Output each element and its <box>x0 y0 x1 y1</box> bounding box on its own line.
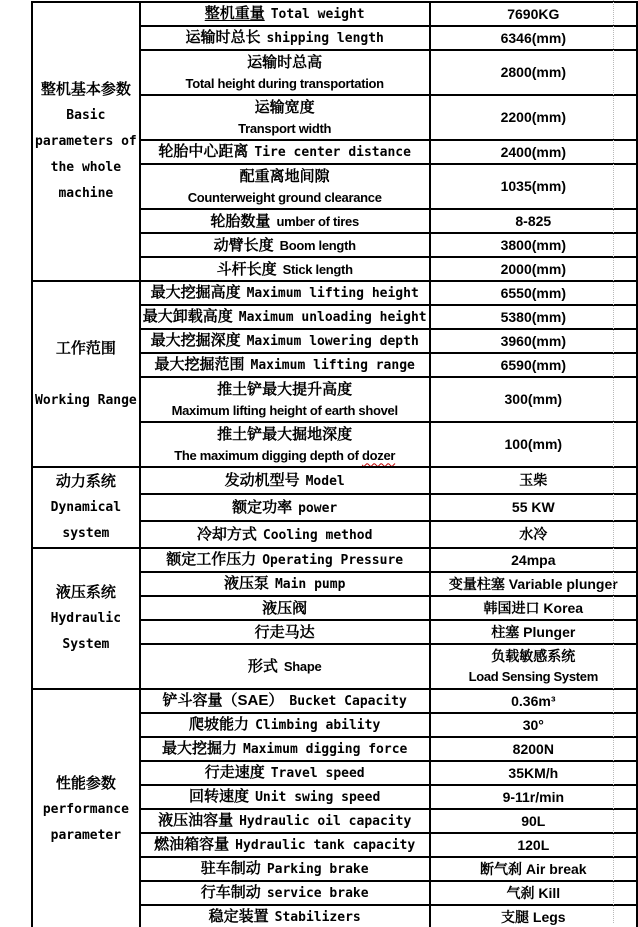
param-label-zh: 行车制动 <box>200 884 261 901</box>
param-label <box>143 906 427 927</box>
value-cell <box>430 833 637 857</box>
value-cell <box>430 596 637 620</box>
param-label <box>143 738 427 760</box>
category-label-en: Hydraulic <box>50 611 122 626</box>
param-label-zh: 动臂长度 <box>213 236 274 254</box>
param-label-en: Parking brake <box>266 862 369 877</box>
param-label-en: Bucket Capacity <box>289 694 407 709</box>
param-label-zh: 配重离地间隙 <box>239 167 330 185</box>
value-text: 100(mm) <box>504 436 563 452</box>
param-label-zh: 形式 <box>247 658 278 675</box>
value-cell <box>430 809 637 833</box>
value-text: 气刹 Kill <box>506 884 561 901</box>
param-label-en: Main pump <box>274 577 346 592</box>
value-cell <box>430 422 637 467</box>
param-label <box>143 235 427 256</box>
table-row <box>32 467 637 494</box>
param-label-zh: 运输宽度 <box>254 98 315 116</box>
param-label <box>143 762 427 784</box>
value-cell <box>430 785 637 809</box>
value-text: 300(mm) <box>504 391 563 407</box>
category-label-zh: 工作范围 <box>55 339 116 357</box>
param-label <box>143 834 427 856</box>
value-text: 柱塞 Plunger <box>491 623 576 640</box>
param-cell <box>140 881 430 905</box>
value-cell <box>430 281 637 305</box>
param-label-zh: 铲斗容量（SAE） <box>162 692 284 709</box>
param-label <box>143 497 427 519</box>
param-label-en: Total weight <box>270 7 365 22</box>
param-cell <box>140 209 430 233</box>
value-cell <box>430 644 637 689</box>
param-label-zh: 燃油箱容量 <box>154 836 230 853</box>
value-text-line2: Load Sensing System <box>468 669 598 684</box>
category-label-en <box>35 362 137 388</box>
value-cell <box>430 233 637 257</box>
param-label-zh: 最大挖掘高度 <box>150 284 241 301</box>
param-cell <box>140 689 430 713</box>
param-label <box>143 27 427 49</box>
value-cell <box>430 737 637 761</box>
value-text: 6346(mm) <box>500 29 566 46</box>
category-label-zh: 性能参数 <box>55 774 116 792</box>
param-label <box>143 470 427 492</box>
param-cell <box>140 761 430 785</box>
value-text: 8-825 <box>515 212 552 229</box>
param-label-en: Operating Pressure <box>262 553 404 568</box>
param-label-en: Model <box>305 473 345 489</box>
value-text: 9-11r/min <box>502 788 565 805</box>
category-cell <box>32 689 140 927</box>
value-text: 韩国进口 Korea <box>483 599 584 616</box>
category-label-en: System <box>62 637 110 652</box>
value-cell <box>430 689 637 713</box>
param-label-zh: 液压泵 <box>223 575 269 592</box>
param-cell <box>140 620 430 644</box>
param-label-en: Maximum lifting range <box>250 358 415 373</box>
param-label-en: Counterweight ground clearance <box>187 189 382 205</box>
value-text: 1035(mm) <box>500 178 566 194</box>
param-label-zh: 运输时总长 <box>185 29 261 46</box>
spec-table <box>31 1 638 927</box>
value-text: 负载敏感系统 <box>491 648 576 664</box>
param-label-zh: 最大卸载高度 <box>142 308 233 325</box>
param-label-zh: 行走马达 <box>254 623 315 641</box>
category-label-zh: 动力系统 <box>55 473 116 490</box>
param-cell <box>140 281 430 305</box>
value-cell <box>430 620 637 644</box>
param-label-zh: 稳定装置 <box>208 908 269 925</box>
param-cell <box>140 713 430 737</box>
param-label-zh: 回转速度 <box>189 788 250 805</box>
param-cell <box>140 494 430 521</box>
table-row <box>32 548 637 572</box>
param-label-en: Hydraulic oil capacity <box>239 814 412 829</box>
param-label <box>143 211 427 232</box>
param-label-zh: 额定功率 <box>232 498 293 516</box>
category-cell <box>32 2 140 281</box>
param-label-en: Maximum lifting height <box>246 286 419 301</box>
param-label-en: Maximum unloading height <box>238 310 427 325</box>
param-label-en: Stabilizers <box>274 910 361 925</box>
param-label-zh: 液压阀 <box>262 599 308 617</box>
value-cell <box>430 140 637 164</box>
param-label <box>143 524 427 546</box>
value-cell <box>430 494 637 521</box>
param-label <box>143 354 427 376</box>
param-label <box>143 622 427 643</box>
param-label <box>143 306 427 328</box>
value-text: 2400(mm) <box>500 143 566 160</box>
page-text-boundary <box>613 0 614 923</box>
param-label-zh: 轮胎中心距离 <box>158 143 249 160</box>
param-cell <box>140 233 430 257</box>
param-label-zh: 最大挖掘范围 <box>154 356 245 373</box>
value-cell <box>430 572 637 596</box>
param-label-en: umber of tires <box>276 213 359 229</box>
param-label-en: Maximum lowering depth <box>246 334 419 349</box>
value-cell <box>430 26 637 50</box>
param-label-zh: 最大挖掘深度 <box>150 332 241 349</box>
value-cell <box>430 467 637 494</box>
param-cell <box>140 833 430 857</box>
value-text: 35KM/h <box>508 764 559 781</box>
param-cell <box>140 329 430 353</box>
param-label <box>143 141 427 163</box>
param-cell <box>140 548 430 572</box>
param-cell <box>140 377 430 422</box>
category-label-zh: 整机基本参数 <box>40 81 131 98</box>
value-cell <box>430 257 637 281</box>
param-label-en: Boom length <box>279 237 356 253</box>
category-cell <box>32 467 140 548</box>
value-text: 24mpa <box>511 551 556 568</box>
param-label-en: Maximum lifting height of earth shovel <box>171 402 398 418</box>
param-label-zh: 斗杆长度 <box>216 260 277 278</box>
param-label <box>143 259 427 280</box>
param-label-en: Cooling method <box>262 527 373 543</box>
value-cell <box>430 50 637 95</box>
param-cell <box>140 257 430 281</box>
param-label-en: Maximum digging force <box>243 742 408 757</box>
param-label-en: Hydraulic tank capacity <box>235 838 416 853</box>
category-label-en: the whole <box>50 160 122 175</box>
table-row <box>32 2 637 26</box>
value-cell <box>430 761 637 785</box>
value-cell <box>430 857 637 881</box>
value-text: 断气刹 Air break <box>480 860 587 877</box>
param-label-zh: 冷却方式 <box>196 525 257 543</box>
param-label <box>143 690 427 712</box>
value-cell <box>430 548 637 572</box>
param-label-zh: 驻车制动 <box>200 860 261 877</box>
param-label-en: Climbing ability <box>255 718 381 733</box>
value-text: 玉柴 <box>519 472 548 488</box>
value-text: 3800(mm) <box>500 236 566 253</box>
param-cell <box>140 521 430 548</box>
param-cell <box>140 26 430 50</box>
param-cell <box>140 857 430 881</box>
param-cell <box>140 467 430 494</box>
param-label <box>143 656 427 677</box>
category-label-zh: 液压系统 <box>55 584 116 601</box>
param-label-zh: 轮胎数量 <box>210 212 271 230</box>
param-cell <box>140 50 430 95</box>
value-text: 90L <box>521 812 546 829</box>
param-label-en: Unit swing speed <box>255 790 381 805</box>
param-label <box>143 3 427 25</box>
value-cell <box>430 2 637 26</box>
category-label-en: system <box>62 526 110 541</box>
value-text: 5380(mm) <box>500 308 566 325</box>
param-cell <box>140 785 430 809</box>
value-text: 8200N <box>512 740 554 757</box>
param-label <box>143 810 427 832</box>
param-label <box>143 330 427 352</box>
param-cell <box>140 2 430 26</box>
value-text: 3960(mm) <box>500 332 566 349</box>
table-row <box>32 281 637 305</box>
value-text: 2800(mm) <box>500 64 566 80</box>
param-label-zh: 最大挖掘力 <box>161 740 237 757</box>
param-label <box>143 598 427 619</box>
param-cell <box>140 422 430 467</box>
param-label-en: The maximum digging depth of dozer <box>174 447 396 463</box>
param-label-zh: 推土铲最大掘地深度 <box>217 425 353 443</box>
category-label-en: parameters of <box>35 134 137 149</box>
param-cell <box>140 596 430 620</box>
param-label-zh: 整机重量 <box>204 5 265 22</box>
value-text: 120L <box>517 836 550 853</box>
param-label-en: Tire center distance <box>254 145 411 160</box>
value-text: 6550(mm) <box>500 284 566 301</box>
param-label-en: service brake <box>266 886 369 901</box>
value-cell <box>430 329 637 353</box>
param-label-zh: 发动机型号 <box>224 471 300 489</box>
category-label-en: performance <box>42 801 129 817</box>
value-text: 7690KG <box>507 5 560 22</box>
param-cell <box>140 737 430 761</box>
param-cell <box>140 140 430 164</box>
value-cell <box>430 95 637 140</box>
param-cell <box>140 809 430 833</box>
category-cell <box>32 548 140 689</box>
value-cell <box>430 905 637 927</box>
param-label-zh: 运输时总高 <box>247 53 323 71</box>
value-cell <box>430 377 637 422</box>
value-cell <box>430 881 637 905</box>
param-label-en: Transport width <box>238 120 332 136</box>
category-label-en: machine <box>58 186 114 201</box>
value-cell <box>430 713 637 737</box>
value-text: 2000(mm) <box>500 260 566 277</box>
value-text: 变量柱塞 Variable plunger <box>448 575 618 592</box>
param-label <box>143 858 427 880</box>
value-cell <box>430 209 637 233</box>
param-label-en: Shape <box>283 659 322 674</box>
param-cell <box>140 353 430 377</box>
param-label <box>143 714 427 736</box>
value-text: 0.36m³ <box>511 692 556 709</box>
param-cell <box>140 572 430 596</box>
value-text: 2200(mm) <box>500 109 566 125</box>
category-label-en: parameter <box>50 827 122 843</box>
value-text: 水冷 <box>519 526 548 542</box>
value-cell <box>430 353 637 377</box>
param-cell <box>140 644 430 689</box>
value-cell <box>430 305 637 329</box>
value-cell <box>430 521 637 548</box>
category-label-en: Working Range <box>35 392 137 408</box>
param-cell <box>140 905 430 927</box>
param-cell <box>140 164 430 209</box>
value-cell <box>430 164 637 209</box>
param-label <box>143 282 427 304</box>
param-label-en: shipping length <box>266 31 384 46</box>
misspelled-word: dozer <box>361 447 396 463</box>
table-row <box>32 689 637 713</box>
param-label-en: power <box>298 500 338 516</box>
param-cell <box>140 95 430 140</box>
param-cell <box>140 305 430 329</box>
param-label-en: Total height during transportation <box>185 75 384 91</box>
param-label-zh: 爬坡能力 <box>189 716 250 733</box>
param-label-zh: 液压油容量 <box>158 812 234 829</box>
param-label-zh: 额定工作压力 <box>166 551 257 568</box>
param-label-en: Travel speed <box>270 766 365 781</box>
param-label <box>143 786 427 808</box>
param-label <box>143 549 427 571</box>
param-label-zh: 推土铲最大提升高度 <box>217 380 353 398</box>
value-text: 55 KW <box>511 499 555 515</box>
category-cell <box>32 281 140 467</box>
category-label-en: Dynamical <box>50 500 122 515</box>
param-label <box>143 573 427 595</box>
value-text: 30° <box>522 716 544 733</box>
param-label-en: Stick length <box>282 261 353 277</box>
param-label <box>143 882 427 904</box>
value-text: 支腿 Legs <box>501 908 566 925</box>
param-label-zh: 行走速度 <box>204 764 265 781</box>
category-label-en: Basic <box>66 108 106 123</box>
value-text: 6590(mm) <box>500 356 566 373</box>
